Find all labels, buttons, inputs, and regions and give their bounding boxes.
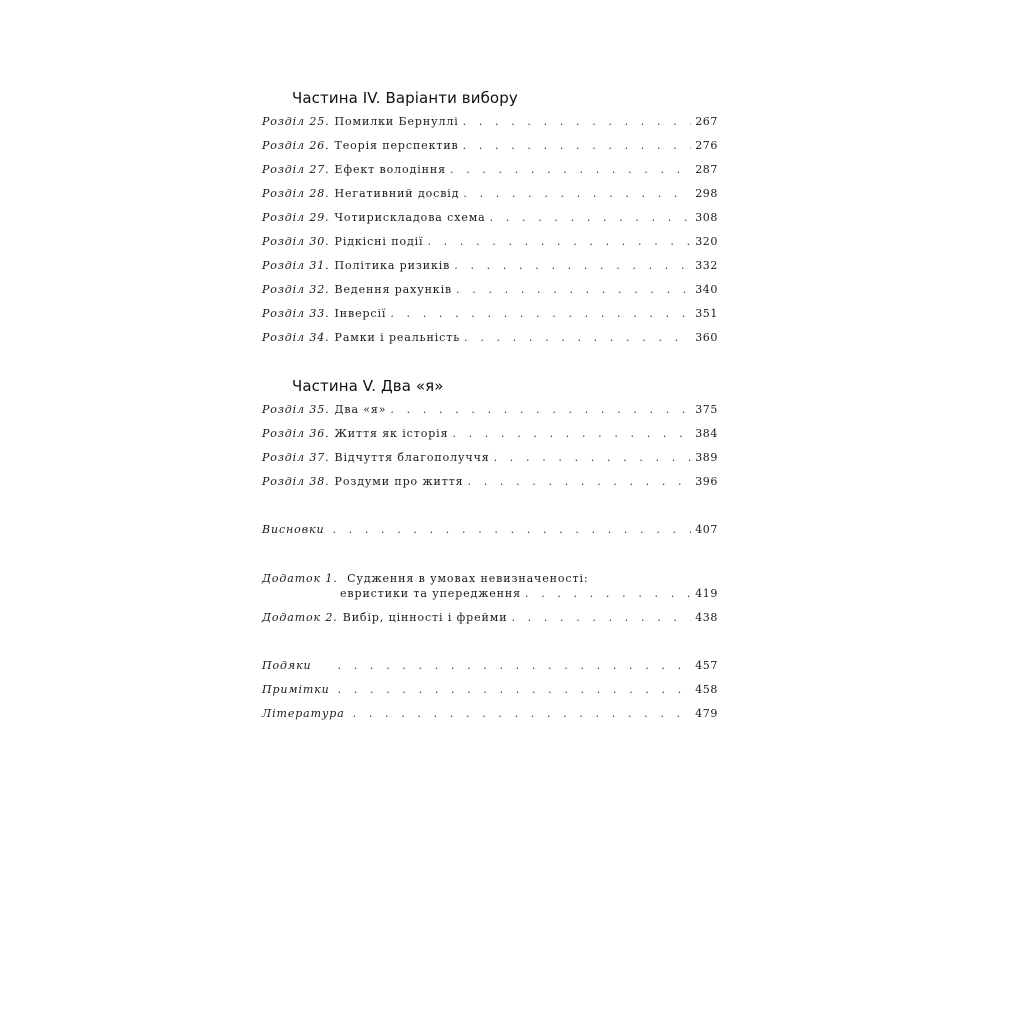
toc-entry-chapter-30[interactable] — [262, 235, 718, 253]
toc-entry-chapter-33[interactable] — [262, 307, 718, 325]
chapter-title: Ефект володіння — [334, 163, 446, 176]
appendix-title: Судження в умовах невизначеності: — [347, 572, 589, 585]
appendix-label: Додаток 2. — [262, 611, 338, 624]
chapter-label: Розділ 34. — [262, 331, 330, 344]
toc-entry-chapter-31[interactable] — [262, 259, 718, 277]
page-number: 320 — [695, 235, 718, 248]
dot-leader — [452, 427, 691, 440]
chapter-label: Розділ 32. — [262, 283, 330, 296]
page-number: 276 — [695, 139, 718, 152]
page-number: 267 — [695, 115, 718, 128]
appendix-title: Вибір, цінності і фрейми — [342, 611, 508, 624]
chapter-title: Ведення рахунків — [334, 283, 453, 296]
toc-entry-chapter-35[interactable] — [262, 403, 718, 421]
toc-entry-chapter-29[interactable] — [262, 211, 718, 229]
section-label: Література — [262, 707, 345, 720]
chapter-title: Помилки Бернуллі — [334, 115, 459, 128]
dot-leader — [390, 307, 691, 320]
page-number: 375 — [695, 403, 718, 416]
section-label: Висновки — [262, 523, 325, 536]
chapter-title: Чотирискладова схема — [334, 211, 486, 224]
page-number: 396 — [695, 475, 718, 488]
toc-entry-chapter-37[interactable] — [262, 451, 718, 469]
toc-entry-chapter-34[interactable] — [262, 331, 718, 349]
part-5-title: Частина V. Два «я» — [292, 377, 444, 395]
dot-leader — [353, 707, 692, 720]
toc-entry-appendix-1-line2[interactable] — [340, 587, 718, 605]
page-number: 360 — [695, 331, 718, 344]
part-4-title: Частина IV. Варіанти вибору — [292, 89, 518, 107]
dot-leader — [463, 187, 691, 200]
dot-leader — [338, 659, 692, 672]
page-number: 389 — [695, 451, 718, 464]
dot-leader — [450, 163, 691, 176]
chapter-label: Розділ 27. — [262, 163, 330, 176]
page-number: 332 — [695, 259, 718, 272]
dot-leader — [525, 587, 691, 600]
toc-entry-literature[interactable] — [262, 707, 718, 725]
page-number: 458 — [695, 683, 718, 696]
appendix-title-continued: евристики та упередження — [340, 587, 521, 600]
toc-entry-appendix-2[interactable] — [262, 611, 718, 629]
chapter-title: Відчуття благополуччя — [334, 451, 490, 464]
page-number: 308 — [695, 211, 718, 224]
page-number: 479 — [695, 707, 718, 720]
toc-entry-appendix-1-line1[interactable] — [262, 572, 718, 585]
page-number: 419 — [695, 587, 718, 600]
chapter-label: Розділ 36. — [262, 427, 330, 440]
dot-leader — [332, 523, 691, 536]
toc-entry-conclusions[interactable] — [262, 523, 718, 541]
page-number: 438 — [695, 611, 718, 624]
dot-leader — [464, 331, 691, 344]
dot-leader — [454, 259, 691, 272]
chapter-label: Розділ 29. — [262, 211, 330, 224]
chapter-title: Два «я» — [334, 403, 387, 416]
page-number: 340 — [695, 283, 718, 296]
chapter-title: Життя як історія — [334, 427, 449, 440]
chapter-label: Розділ 25. — [262, 115, 330, 128]
chapter-label: Розділ 37. — [262, 451, 330, 464]
toc-entry-acknowledgements[interactable] — [262, 659, 718, 677]
dot-leader — [427, 235, 691, 248]
page-number: 457 — [695, 659, 718, 672]
page-number: 384 — [695, 427, 718, 440]
chapter-title: Рамки і реальність — [334, 331, 461, 344]
chapter-label: Розділ 38. — [262, 475, 330, 488]
toc-entry-chapter-32[interactable] — [262, 283, 718, 301]
toc-entry-chapter-27[interactable] — [262, 163, 718, 181]
dot-leader — [490, 211, 692, 224]
dot-leader — [463, 139, 692, 152]
page-number: 287 — [695, 163, 718, 176]
page-number: 351 — [695, 307, 718, 320]
chapter-title: Політика ризиків — [334, 259, 451, 272]
chapter-label: Розділ 30. — [262, 235, 330, 248]
chapter-title: Роздуми про життя — [334, 475, 464, 488]
dot-leader — [456, 283, 691, 296]
toc-entry-chapter-38[interactable] — [262, 475, 718, 493]
dot-leader — [494, 451, 692, 464]
appendix-label: Додаток 1. — [262, 572, 338, 585]
chapter-title: Теорія перспектив — [334, 139, 459, 152]
chapter-title: Рідкісні події — [334, 235, 424, 248]
chapter-label: Розділ 26. — [262, 139, 330, 152]
page-number: 298 — [695, 187, 718, 200]
dot-leader — [390, 403, 691, 416]
dot-leader — [468, 475, 692, 488]
chapter-title: Негативний досвід — [334, 187, 460, 200]
toc-entry-chapter-25[interactable] — [262, 115, 718, 133]
chapter-title: Інверсії — [334, 307, 387, 320]
chapter-label: Розділ 28. — [262, 187, 330, 200]
chapter-label: Розділ 31. — [262, 259, 330, 272]
dot-leader — [511, 611, 691, 624]
toc-entry-chapter-28[interactable] — [262, 187, 718, 205]
chapter-label: Розділ 33. — [262, 307, 330, 320]
section-label: Подяки — [262, 659, 312, 672]
section-label: Примітки — [262, 683, 330, 696]
page-number: 407 — [695, 523, 718, 536]
dot-leader — [338, 683, 692, 696]
toc-entry-chapter-36[interactable] — [262, 427, 718, 445]
toc-entry-chapter-26[interactable] — [262, 139, 718, 157]
dot-leader — [463, 115, 692, 128]
toc-entry-notes[interactable] — [262, 683, 718, 701]
chapter-label: Розділ 35. — [262, 403, 330, 416]
